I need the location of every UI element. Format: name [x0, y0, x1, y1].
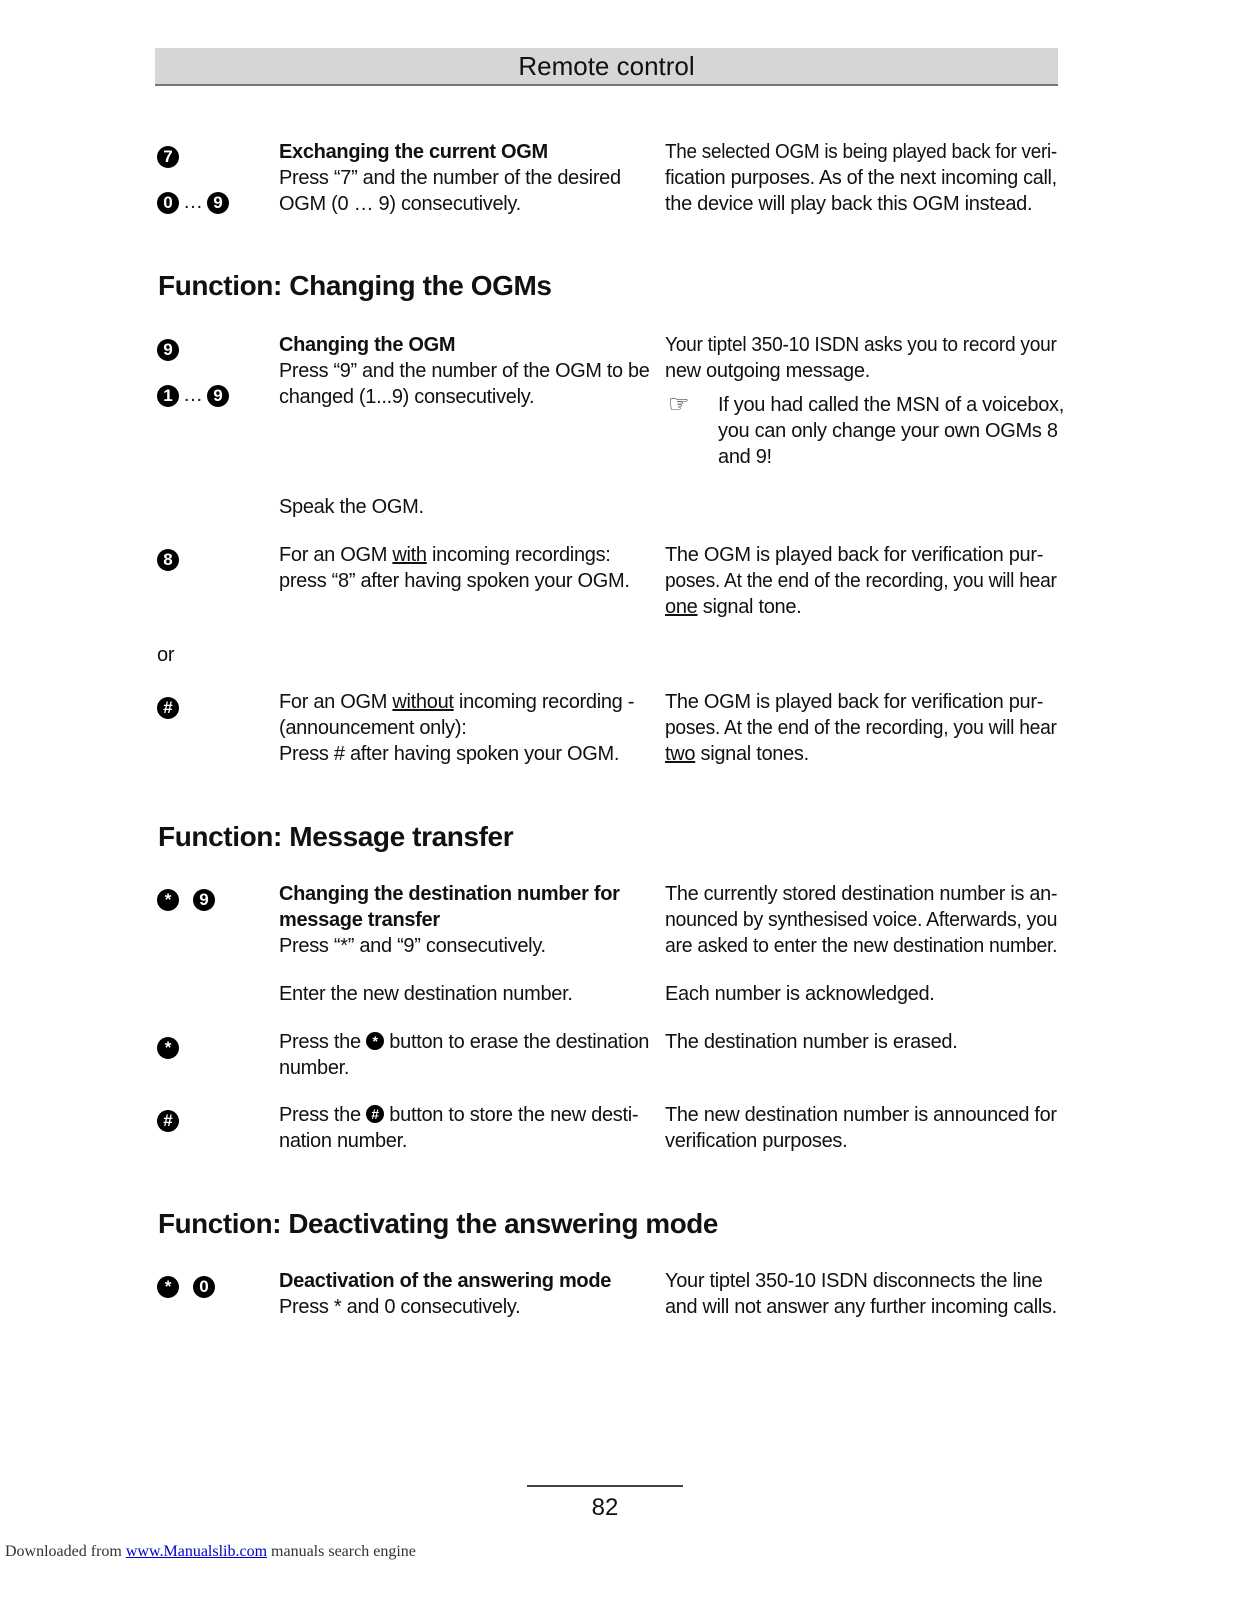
with-recordings-result-2: poses. At the end of the recording, you will hear: [665, 570, 1057, 592]
deactivation-result-1: Your tiptel 350-10 ISDN disconnects the line: [665, 1270, 1043, 1292]
key-range-1-9: 1 … 9: [157, 384, 229, 407]
heading-deactivating: Function: Deactivating the answering mode: [158, 1208, 718, 1239]
store-destination-text-2: nation number.: [279, 1130, 408, 1152]
change-ogm-text-2: changed (1...9) consecutively.: [279, 386, 535, 408]
star-key-icon: *: [366, 1032, 384, 1050]
deactivation-title: Deactivation of the answering mode: [279, 1270, 612, 1292]
key-9: 9: [157, 338, 179, 361]
key-star-0: * 0: [157, 1275, 215, 1298]
enter-destination-result: Each number is acknowledged.: [665, 983, 935, 1005]
page-header: Remote control: [155, 48, 1058, 86]
deactivation-result-2: and will not answer any further incoming calls.: [665, 1296, 1057, 1318]
key-7: 7: [157, 145, 179, 168]
key-range-0-9: 0 … 9: [157, 191, 229, 214]
heading-changing-ogms: Function: Changing the OGMs: [158, 270, 552, 301]
key-8: 8: [157, 548, 179, 571]
manualslib-link[interactable]: www.Manualslib.com: [125, 1543, 268, 1560]
page-number: 82: [591, 1494, 619, 1521]
change-destination-title-2: message transfer: [279, 909, 440, 931]
erase-destination-text-2: number.: [279, 1057, 350, 1079]
without-recordings-text-2: (announcement only):: [279, 717, 467, 739]
change-ogm-title: Changing the OGM: [279, 334, 456, 356]
without-recordings-text-3: Press # after having spoken your OGM.: [279, 743, 620, 765]
exchange-ogm-text-2: OGM (0 … 9) consecutively.: [279, 193, 521, 215]
erase-destination-result: The destination number is erased.: [665, 1031, 958, 1053]
change-ogm-result-1: Your tiptel 350-10 ISDN asks you to record your: [665, 334, 1057, 356]
deactivation-text: Press * and 0 consecutively.: [279, 1296, 521, 1318]
exchange-ogm-result-1: The selected OGM is being played back for veri-: [665, 141, 1057, 163]
speak-ogm: Speak the OGM.: [279, 496, 424, 518]
key-star-9: * 9: [157, 888, 215, 911]
change-destination-result-3: are asked to enter the new destination number.: [665, 935, 1058, 957]
change-destination-title-1: Changing the destination number for: [279, 883, 620, 905]
key-hash: #: [157, 696, 179, 719]
store-destination-result-1: The new destination number is announced for: [665, 1104, 1057, 1126]
without-recordings-result-3: two signal tones.: [665, 743, 809, 765]
without-recordings-text-1: For an OGM without incoming recording -: [279, 691, 635, 713]
exchange-ogm-result-3: the device will play back this OGM instead.: [665, 193, 1033, 215]
exchange-ogm-title: Exchanging the current OGM: [279, 141, 548, 163]
pointing-hand-icon: ☞: [668, 391, 690, 418]
with-recordings-result-1: The OGM is played back for verification pur-: [665, 544, 1044, 566]
change-destination-text: Press “*” and “9” consecutively.: [279, 935, 546, 957]
page-number-rule: [527, 1485, 683, 1487]
with-recordings-result-3: one signal tone.: [665, 596, 802, 618]
without-recordings-result-2: poses. At the end of the recording, you will hear: [665, 717, 1057, 739]
without-recordings-result-1: The OGM is played back for verification pur-: [665, 691, 1044, 713]
heading-message-transfer: Function: Message transfer: [158, 821, 514, 852]
with-recordings-text-2: press “8” after having spoken your OGM.: [279, 570, 630, 592]
key-hash-store: #: [157, 1109, 179, 1132]
footer: Downloaded from www.Manualslib.com manuals search engine: [5, 1543, 416, 1560]
hash-key-icon: #: [366, 1105, 384, 1123]
change-ogm-text-1: Press “9” and the number of the OGM to be: [279, 360, 650, 382]
key-star: *: [157, 1036, 179, 1059]
change-destination-result-2: nounced by synthesised voice. Afterwards, you: [665, 909, 1058, 931]
store-destination-result-2: verification purposes.: [665, 1130, 848, 1152]
store-destination-text-1: Press the # button to store the new desti-: [279, 1104, 639, 1126]
or-label: or: [157, 644, 175, 666]
note-text-2: you can only change your own OGMs 8: [718, 420, 1058, 442]
exchange-ogm-text-1: Press “7” and the number of the desired: [279, 167, 621, 189]
note-text-1: If you had called the MSN of a voicebox,: [718, 394, 1064, 416]
exchange-ogm-result-2: fication purposes. As of the next incoming call,: [665, 167, 1057, 189]
erase-destination-text-1: Press the * button to erase the destination: [279, 1031, 650, 1053]
change-destination-result-1: The currently stored destination number is an-: [665, 883, 1058, 905]
note-text-3: and 9!: [718, 446, 772, 468]
enter-destination-text: Enter the new destination number.: [279, 983, 573, 1005]
with-recordings-text-1: For an OGM with incoming recordings:: [279, 544, 611, 566]
change-ogm-result-2: new outgoing message.: [665, 360, 870, 382]
